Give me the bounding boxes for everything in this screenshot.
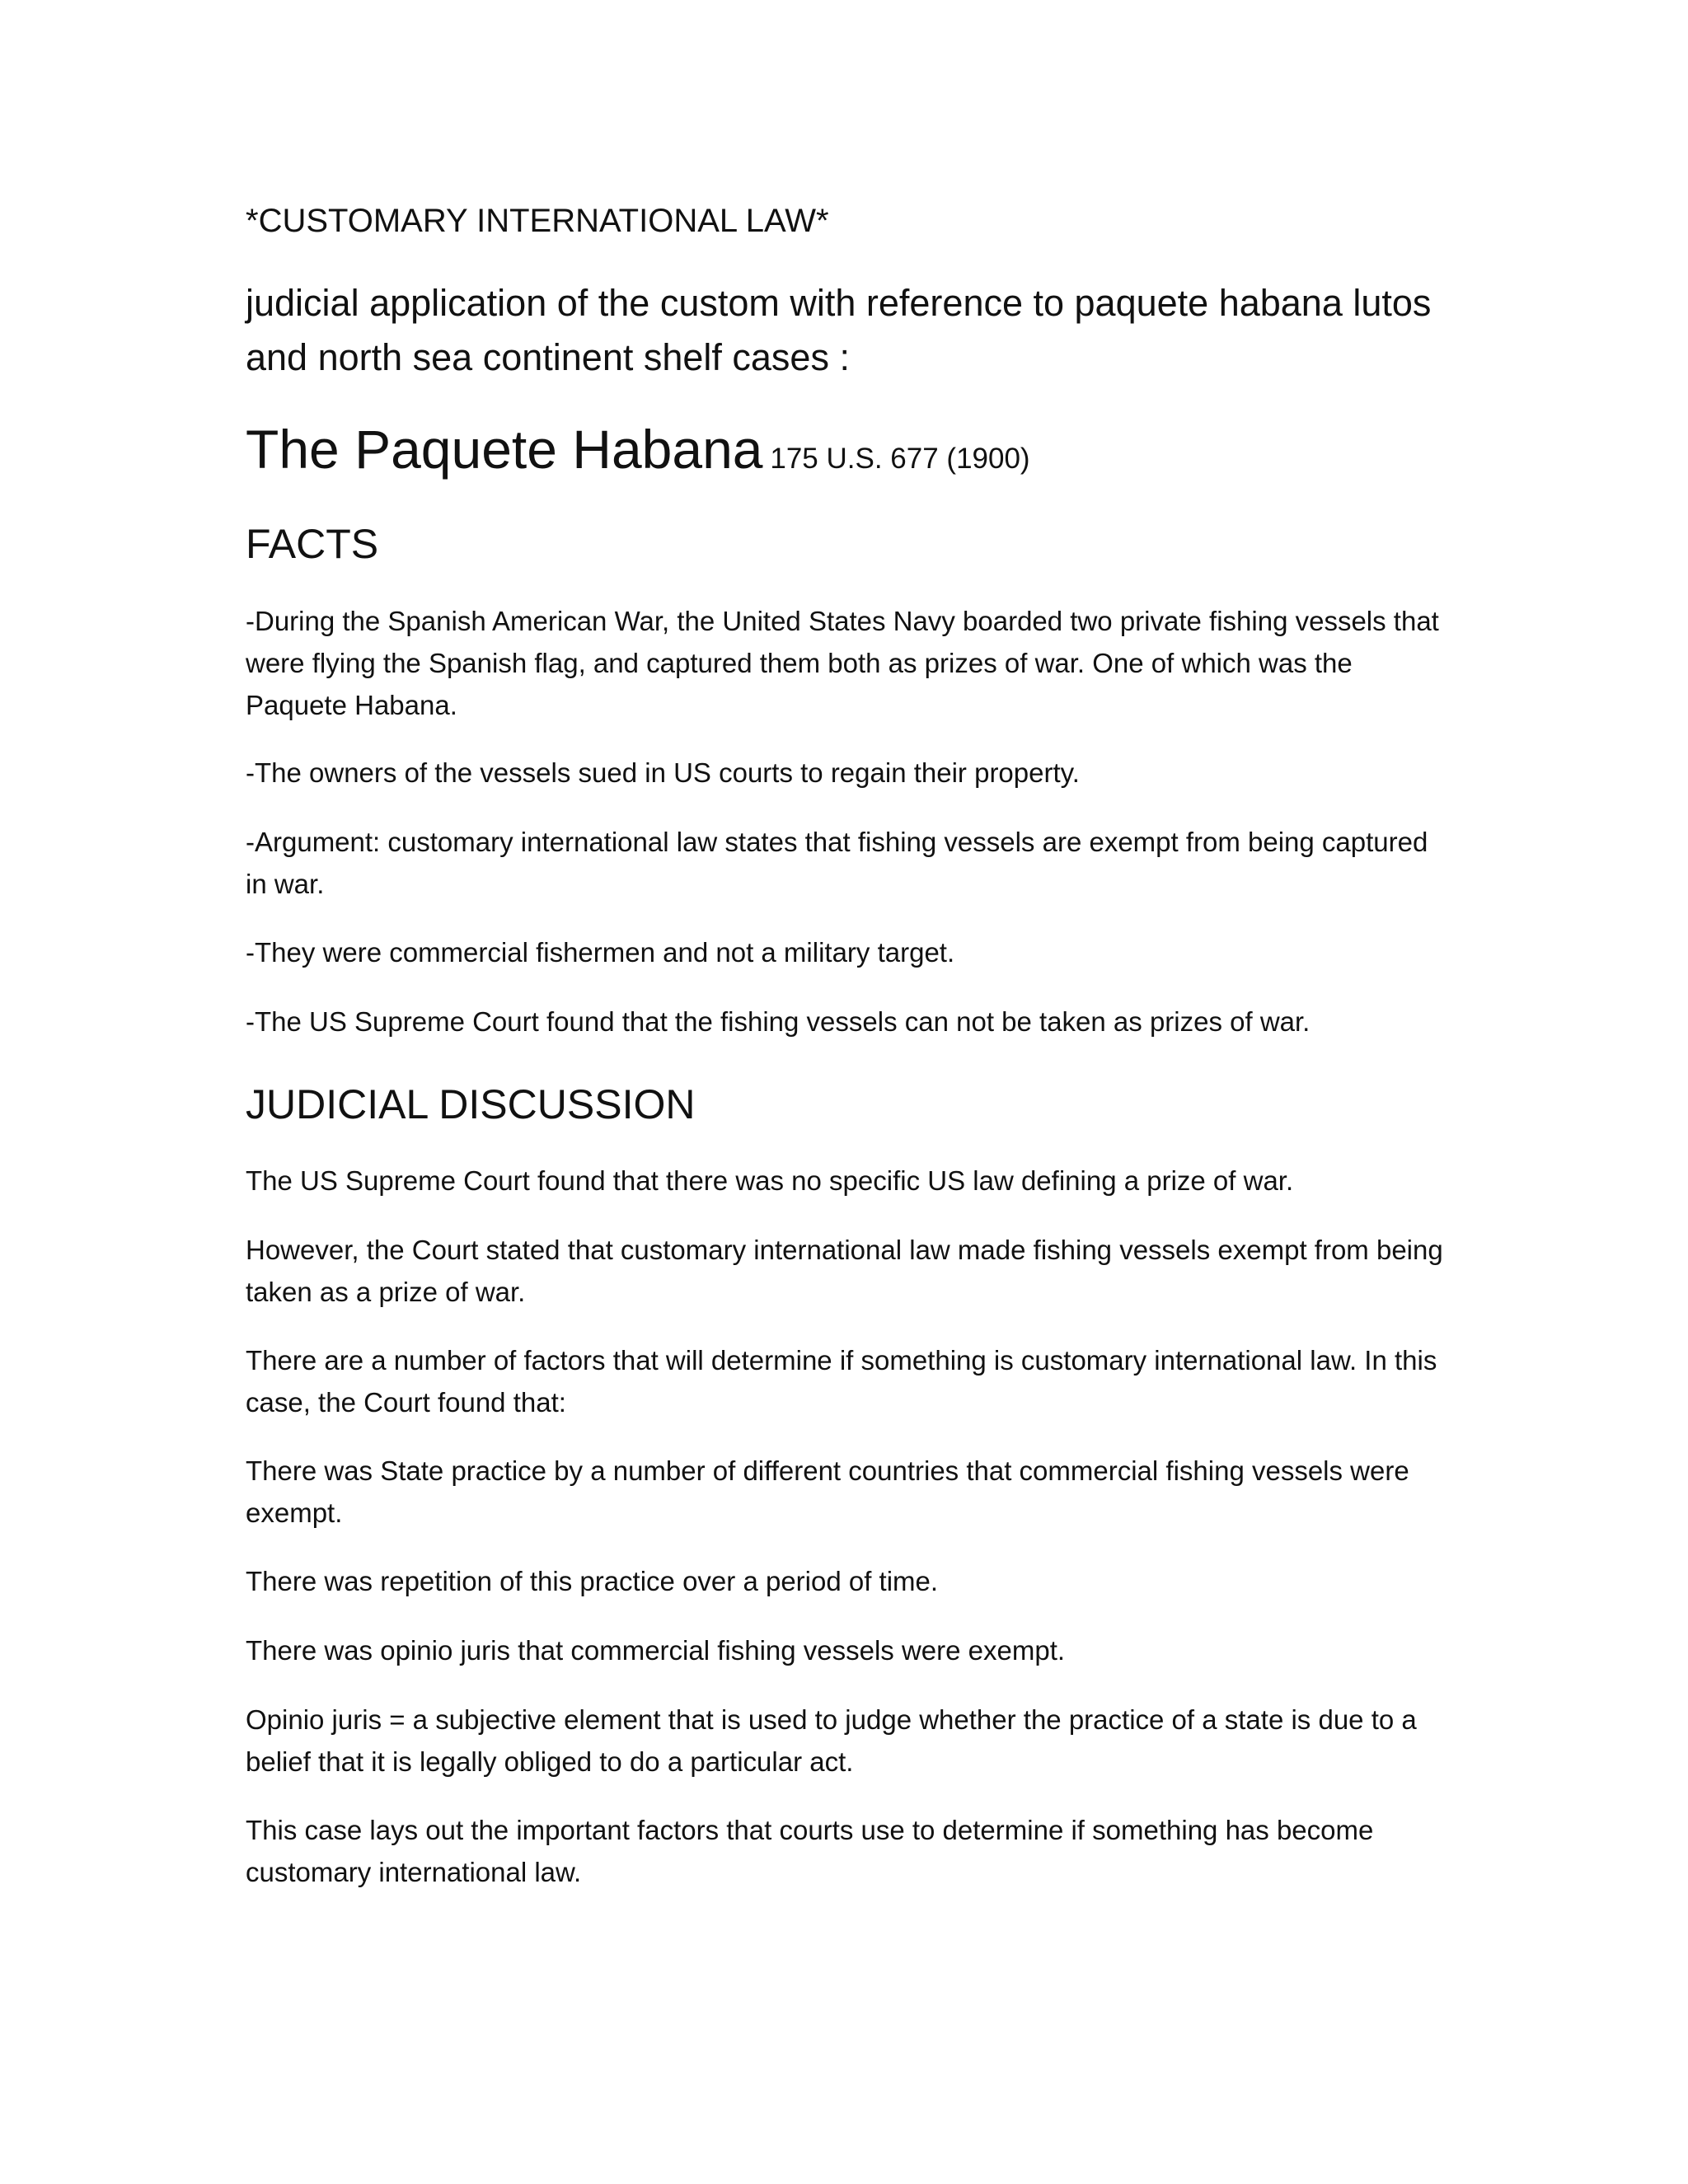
topic-label: *CUSTOMARY INTERNATIONAL LAW* xyxy=(246,203,829,239)
discussion-paragraph: The US Supreme Court found that there was no specific US law defining a prize of war. xyxy=(246,1165,1294,1196)
facts-paragraph: -The owners of the vessels sued in US courts to regain their property. xyxy=(246,757,1080,788)
facts-paragraph: -The US Supreme Court found that the fishing vessels can not be taken as prizes of war. xyxy=(246,1006,1311,1037)
facts-paragraph: -Argument: customary international law states that fishing vessels are exempt from being captured in war. xyxy=(246,827,1428,899)
discussion-paragraph: There are a number of factors that will determine if something is customary international law. In this case, the Court found that: xyxy=(246,1345,1437,1418)
discussion-paragraph: Opinio juris = a subjective element that is used to judge whether the practice of a state is due to a belief that it is legally obliged to do a particular act. xyxy=(246,1704,1417,1777)
facts-paragraph: -They were commercial fishermen and not a military target. xyxy=(246,937,955,968)
judicial-discussion-heading: JUDICIAL DISCUSSION xyxy=(246,1081,696,1127)
discussion-paragraph: This case lays out the important factors that courts use to determine if something has become customary international law. xyxy=(246,1815,1374,1887)
document-subtitle: judicial application of the custom with reference to paquete habana lutos and north sea continent shelf cases : xyxy=(246,282,1432,378)
case-citation: 175 U.S. 677 (1900) xyxy=(770,443,1030,475)
discussion-paragraph: There was repetition of this practice over a period of time. xyxy=(246,1566,939,1596)
discussion-paragraph: There was opinio juris that commercial fishing vessels were exempt. xyxy=(246,1635,1066,1666)
case-name: The Paquete Habana xyxy=(246,419,763,480)
discussion-paragraph: However, the Court stated that customary international law made fishing vessels exempt from being taken as a prize of war. xyxy=(246,1235,1443,1307)
facts-heading: FACTS xyxy=(246,521,379,567)
facts-paragraph: -During the Spanish American War, the United States Navy boarded two private fishing vessels that were flying the Spanish flag, and captured them both as prizes of war. One of which was the Paquete Habana. xyxy=(246,606,1439,720)
discussion-paragraph: There was State practice by a number of different countries that commercial fishing vessels were exempt. xyxy=(246,1455,1409,1528)
case-title xyxy=(246,412,1030,496)
